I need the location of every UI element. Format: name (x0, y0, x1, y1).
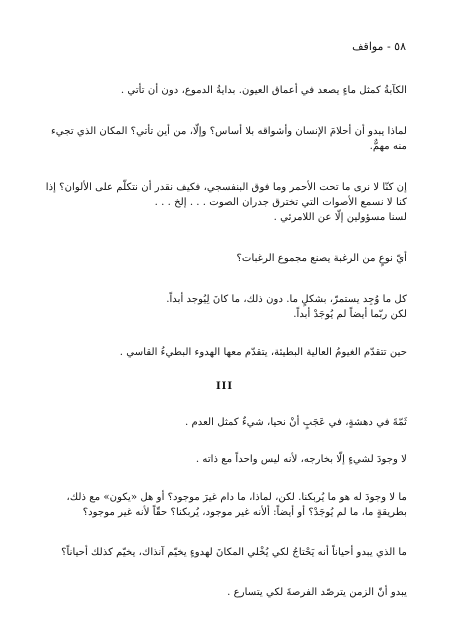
text-line: لا وجودَ لشيءٍ إلّا بخارجه، لأنه ليس واحداً مع ذاته . (195, 454, 407, 465)
page-header: ٥٨ - مواقف (352, 40, 406, 53)
paragraph (35, 585, 407, 600)
paragraph (35, 490, 407, 520)
text-line: بطريقةٍ ما، ما لم يُوجَدْ؟ أو أيضاً: ألأنه غير موجود، يُربكنا؟ حقّاً لأنه غير موجود؟ (82, 507, 407, 518)
text-line: لماذا يبدو أن أحلامَ الإنسان وأشواقه بلا أساس؟ وإلّا، من أين تأتي؟ المكان الذي تجيء (50, 126, 407, 137)
text-line: كنا لا نسمع الأصوات التي تخترق جدران الصوت . . . إلخ . . . (154, 197, 407, 208)
text-line: لكن ربّما أيضاً لم يُوجَدْ أبداً. (293, 309, 407, 320)
paragraph (35, 345, 407, 360)
paragraph (35, 180, 407, 225)
paragraph (35, 251, 407, 266)
paragraph (35, 124, 407, 154)
text-line: ما لا وجودَ له هو ما يُربكنا. لكن، لماذا، ما دام غيرَ موجود؟ أو هل «يكون» مع ذلك، (66, 492, 407, 503)
section-divider: III (215, 381, 234, 392)
paragraph (35, 545, 407, 560)
text-line: لسنا مسؤولين إلّا عن اللامرئي . (273, 212, 407, 223)
paragraph (35, 415, 407, 430)
text-line: يبدو أنّ الزمن يترصّد الفرصةَ لكي يتسارع . (227, 587, 407, 598)
text-line: ثَمّةَ في دهشةٍ، في عَجَبٍ أنْ نحيا، شيءٌ كمثل العدم . (185, 417, 407, 428)
text-line: الكآبةُ كمثل ماءٍ يصعد في أعماق العيون. بدايةُ الدموع، دون أن تأتي . (120, 85, 407, 96)
paragraph (35, 452, 407, 467)
paragraph (35, 83, 407, 98)
text-line: منه مهمٌّ. (369, 141, 407, 152)
text-line: أيّ نوعٍ من الرغبة يصنع مجموع الرغبات؟ (236, 253, 407, 264)
paragraph (35, 292, 407, 322)
text-line: ما الذي يبدو أحياناً أنه يَحْتاجُ لكي يُخْلي المكانَ لهدوءٍ يخيّم آنذاك، يخيّم كذلك أحياناً؟ (61, 547, 407, 558)
text-line: كل ما وُجِد يستمرّ، بشكلٍ ما. دون ذلك، ما كانَ لِيُوجد أبداً. (166, 294, 407, 305)
text-line: حين تتقدّم الغيومُ العالية البطيئة، يتقدّم معها الهدوء البطيءُ القاسي . (119, 347, 407, 358)
text-line: إن كنّا لا نرى ما تحت الأحمر وما فوق البنفسجي، فكيف نقدر أن نتكلّم على الألوان؟ إذا (45, 182, 407, 193)
